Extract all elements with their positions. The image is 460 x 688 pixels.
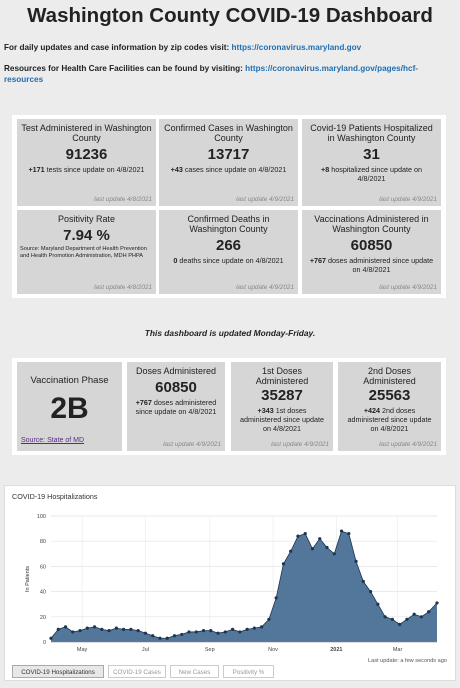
data-point bbox=[187, 630, 190, 633]
positivity-card bbox=[17, 210, 156, 294]
data-point bbox=[347, 532, 350, 535]
data-point bbox=[296, 535, 299, 538]
second-doses-delta-text: 2nd doses administered since update on 4/8/2021 bbox=[347, 406, 432, 433]
data-point bbox=[275, 596, 278, 599]
chart-last-update: Last update: a few seconds ago bbox=[368, 658, 447, 664]
vaccinations-delta-line bbox=[302, 256, 441, 274]
data-point bbox=[384, 615, 387, 618]
second-doses-value: 25563 bbox=[368, 387, 411, 404]
tests-value: 91236 bbox=[65, 146, 108, 163]
data-point bbox=[129, 628, 132, 631]
data-point bbox=[267, 618, 270, 621]
hospitalized-card bbox=[302, 119, 441, 206]
data-point bbox=[231, 628, 234, 631]
tab-cases[interactable]: COVID-19 Cases bbox=[108, 665, 166, 678]
data-point bbox=[93, 625, 96, 628]
first-doses-value: 35287 bbox=[261, 387, 303, 404]
data-point bbox=[151, 634, 154, 637]
vaccinations-delta: +767 bbox=[309, 256, 327, 265]
data-point bbox=[166, 637, 169, 640]
y-tick-label: 0 bbox=[42, 640, 46, 646]
x-tick-label: Nov bbox=[268, 647, 278, 653]
tests-delta-text: tests since update on 4/8/2021 bbox=[44, 165, 145, 174]
vaccinations-delta-text: doses administered since update on 4/8/2021 bbox=[326, 256, 434, 274]
tests-title: Test Administered in Washington County bbox=[21, 123, 152, 143]
data-point bbox=[71, 630, 74, 633]
doses-title: Doses Administered bbox=[135, 366, 217, 376]
data-point bbox=[64, 625, 67, 628]
data-point bbox=[224, 630, 227, 633]
data-point bbox=[216, 632, 219, 635]
x-tick-label: Mar bbox=[392, 647, 403, 653]
data-point bbox=[260, 625, 263, 628]
data-point bbox=[398, 623, 401, 626]
data-point bbox=[282, 562, 285, 565]
phase-source-link[interactable]: Source: State of MD bbox=[21, 437, 85, 444]
page-title: Washington County COVID-19 Dashboard bbox=[27, 4, 433, 27]
data-point bbox=[100, 628, 103, 631]
tab-new-cases[interactable]: New Cases bbox=[170, 665, 219, 678]
deaths-updated: last update 4/9/2021 bbox=[236, 284, 294, 291]
data-point bbox=[413, 613, 416, 616]
data-point bbox=[49, 637, 52, 640]
update-schedule-note: This dashboard is updated Monday-Friday. bbox=[144, 328, 316, 338]
cases-card bbox=[159, 119, 298, 206]
data-point bbox=[420, 615, 423, 618]
first-doses-title: 1st Doses Administered bbox=[255, 366, 309, 386]
data-point bbox=[405, 618, 408, 621]
zip-info-link[interactable]: https://coronavirus.maryland.gov bbox=[231, 43, 362, 52]
deaths-delta-text: deaths since update on 4/8/2021 bbox=[177, 256, 284, 265]
data-point bbox=[115, 627, 118, 630]
data-point bbox=[318, 537, 321, 540]
data-point bbox=[376, 603, 379, 606]
data-point bbox=[180, 633, 183, 636]
positivity-updated: last update 4/8/2021 bbox=[94, 284, 152, 291]
data-point bbox=[78, 629, 81, 632]
data-point bbox=[427, 610, 430, 613]
zip-info-text: For daily updates and case information by zip codes visit: bbox=[4, 43, 232, 52]
data-point bbox=[238, 630, 241, 633]
cases-value: 13717 bbox=[207, 146, 250, 163]
hospitalizations-chart-panel bbox=[4, 485, 456, 681]
y-tick-label: 40 bbox=[39, 589, 46, 596]
first-doses-updated: last update 4/9/2021 bbox=[271, 441, 329, 448]
second-doses-delta: +424 bbox=[363, 406, 381, 415]
vaccination-phase-value: 2B bbox=[50, 392, 89, 425]
data-point bbox=[195, 630, 198, 633]
hcf-info-line bbox=[4, 63, 454, 85]
data-point bbox=[253, 627, 256, 630]
data-point bbox=[158, 637, 161, 640]
data-point bbox=[289, 550, 292, 553]
first-doses-delta-line bbox=[231, 406, 333, 433]
positivity-value: 7.94 % bbox=[63, 227, 110, 244]
cases-delta-line bbox=[159, 165, 298, 174]
cases-delta: +43 bbox=[170, 165, 183, 174]
positivity-source: Source: Maryland Department of Health Prevention and Health Promotion Administration, MDH PHPA bbox=[20, 246, 147, 259]
deaths-delta-line bbox=[159, 256, 298, 265]
doses-delta-line bbox=[127, 398, 225, 416]
y-tick-label: 100 bbox=[36, 514, 46, 520]
cases-updated: last update 4/9/2021 bbox=[236, 196, 294, 203]
y-axis-label: In Patients bbox=[25, 566, 31, 592]
doses-updated: last update 4/9/2021 bbox=[163, 441, 221, 448]
hospitalized-delta: +8 bbox=[321, 165, 330, 174]
cases-title: Confirmed Cases in Washington County bbox=[164, 123, 293, 143]
hospitalized-updated: last update 4/9/2021 bbox=[379, 196, 437, 203]
data-point bbox=[246, 628, 249, 631]
hcf-info-link[interactable]: https://coronavirus.maryland.gov/pages/hcf-resources bbox=[4, 64, 419, 84]
hospitalizations-area bbox=[51, 531, 437, 642]
tests-delta-line bbox=[17, 165, 156, 174]
data-point bbox=[137, 629, 140, 632]
tests-updated: last update 4/8/2021 bbox=[94, 196, 152, 203]
data-point bbox=[202, 629, 205, 632]
x-tick-label: Sep bbox=[204, 647, 215, 653]
positivity-title: Positivity Rate bbox=[57, 214, 116, 224]
vaccinations-value: 60850 bbox=[350, 237, 393, 254]
stats-panel bbox=[12, 115, 446, 298]
y-tick-label: 60 bbox=[39, 564, 46, 571]
deaths-delta: 0 bbox=[173, 256, 178, 265]
data-point bbox=[325, 546, 328, 549]
data-point bbox=[340, 530, 343, 533]
doses-value: 60850 bbox=[155, 379, 197, 396]
vaccinations-title: Vaccinations Administered in Washington County bbox=[314, 214, 429, 234]
second-doses-delta-line bbox=[338, 406, 441, 433]
second-doses-title: 2nd Doses Administered bbox=[363, 366, 416, 386]
first-doses-delta-text: 1st doses administered since update on 4/8/2021 bbox=[240, 406, 324, 433]
data-point bbox=[311, 547, 314, 550]
tests-card bbox=[17, 119, 156, 206]
deaths-value: 266 bbox=[215, 237, 242, 254]
data-point bbox=[57, 628, 60, 631]
vaccination-phase-title: Vaccination Phase bbox=[30, 375, 109, 386]
vaccinations-card bbox=[302, 210, 441, 294]
data-point bbox=[333, 552, 336, 555]
data-point bbox=[369, 590, 372, 593]
doses-delta-text: doses administered since update on 4/8/2021 bbox=[135, 398, 217, 416]
deaths-card bbox=[159, 210, 298, 294]
data-point bbox=[391, 618, 394, 621]
tab-hospitalizations[interactable]: COVID-19 Hospitalizations bbox=[12, 665, 104, 678]
first-doses-card bbox=[231, 362, 333, 451]
data-point bbox=[144, 632, 147, 635]
hospitalized-delta-text: hospitalized since update on 4/8/2021 bbox=[329, 165, 422, 183]
x-tick-label: 2021 bbox=[330, 647, 343, 653]
data-point bbox=[435, 601, 438, 604]
y-tick-label: 80 bbox=[39, 539, 46, 546]
data-point bbox=[209, 629, 212, 632]
data-point bbox=[108, 629, 111, 632]
zip-info-line bbox=[4, 42, 454, 53]
hospitalized-delta-line bbox=[302, 165, 441, 183]
tab-positivity[interactable]: Positivity % bbox=[223, 665, 274, 678]
tests-delta: +171 bbox=[28, 165, 45, 174]
data-point bbox=[122, 628, 125, 631]
hospitalized-title: Covid-19 Patients Hospitalized in Washington County bbox=[310, 123, 433, 143]
y-tick-label: 20 bbox=[39, 614, 46, 621]
x-tick-label: Jul bbox=[141, 647, 149, 653]
hospitalizations-chart[interactable] bbox=[5, 486, 455, 671]
doses-card bbox=[127, 362, 225, 451]
data-point bbox=[304, 532, 307, 535]
data-point bbox=[173, 634, 176, 637]
deaths-title: Confirmed Deaths in Washington County bbox=[187, 214, 270, 234]
vaccine-panel bbox=[12, 358, 446, 455]
second-doses-updated: last update 4/9/2021 bbox=[379, 441, 437, 448]
first-doses-delta: +343 bbox=[257, 406, 274, 415]
chart-panel-title: COVID-19 Hospitalizations bbox=[12, 492, 98, 501]
data-point bbox=[354, 560, 357, 563]
vaccination-phase-card bbox=[17, 362, 122, 451]
cases-delta-text: cases since update on 4/8/2021 bbox=[182, 165, 287, 174]
x-tick-label: May bbox=[76, 647, 88, 653]
second-doses-card bbox=[338, 362, 441, 451]
hcf-info-text: Resources for Health Care Facilities can be found by visiting: bbox=[4, 64, 246, 73]
vaccinations-updated: last update 4/9/2021 bbox=[379, 284, 437, 291]
doses-delta: +767 bbox=[135, 398, 152, 407]
data-point bbox=[86, 627, 89, 630]
data-point bbox=[362, 580, 365, 583]
hospitalized-value: 31 bbox=[363, 146, 380, 163]
